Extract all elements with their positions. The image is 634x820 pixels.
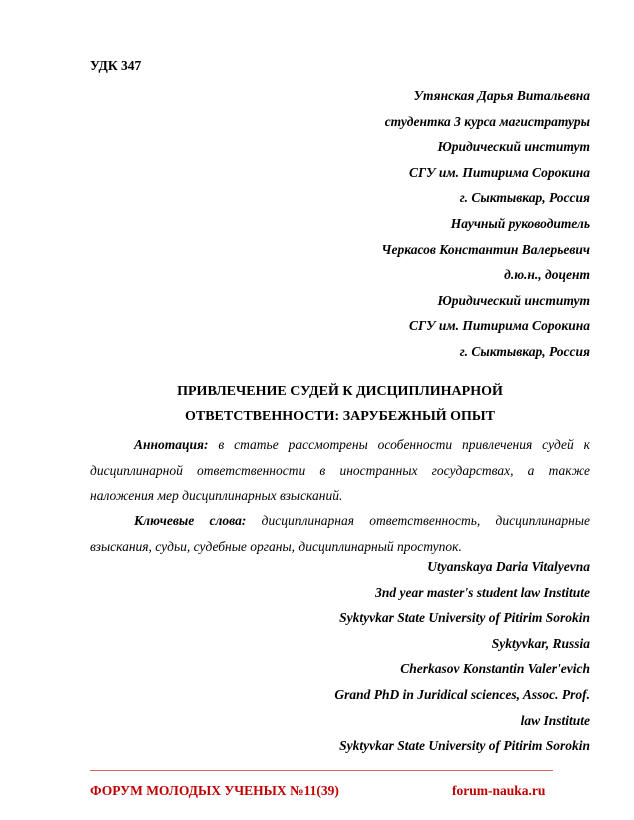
supervisor-degree: д.ю.н., доцент <box>504 267 590 283</box>
keywords <box>90 508 590 559</box>
supervisor-name: Черкасов Константин Валерьевич <box>381 241 590 257</box>
author-info-english <box>334 554 590 759</box>
abstract-text: в статье рассмотрены особенности привлечения судей к дисциплинарной ответственности в иностранных государствах, а также наложения мер дисциплинарных взысканий. <box>90 437 590 504</box>
supervisor-name-en: Cherkasov Konstantin Valer'evich <box>400 661 590 677</box>
author-name: Утянская Дарья Витальевна <box>413 88 590 103</box>
author-city: г. Сыктывкар, Россия <box>459 190 590 206</box>
supervisor-institute-en: law Institute <box>520 712 590 728</box>
supervisor-institute: Юридический институт <box>437 292 590 308</box>
author-status-en: 3nd year master's student law Institute <box>375 584 590 600</box>
article-title-line: ОТВЕТСТВЕННОСТИ: ЗАРУБЕЖНЫЙ ОПЫТ <box>184 409 495 424</box>
supervisor-label: Научный руководитель <box>450 215 590 231</box>
keywords-label: Ключевые слова: <box>134 513 247 528</box>
footer-journal: ФОРУМ МОЛОДЫХ УЧЕНЫХ №11(39) <box>90 783 339 798</box>
author-status: студентка 3 курса магистратуры <box>384 113 590 129</box>
footer-divider <box>90 770 553 771</box>
udk-code: УДК 347 <box>90 58 142 73</box>
supervisor-university-en: Syktyvkar State University of Pitirim Sorokin <box>339 738 590 754</box>
author-university: СГУ им. Питирима Сорокина <box>408 164 590 180</box>
author-info-russian <box>381 83 590 365</box>
author-institute: Юридический институт <box>437 139 590 155</box>
supervisor-university: СГУ им. Питирима Сорокина <box>408 318 590 334</box>
article-title <box>90 379 590 429</box>
keywords-text: дисциплинарная ответственность, дисциплинарные взыскания, судьи, судебные органы, дисциплинарный проступок. <box>90 513 590 554</box>
supervisor-degree-en: Grand PhD in Juridical sciences, Assoc. Prof. <box>334 686 590 702</box>
author-university-en: Syktyvkar State University of Pitirim Sorokin <box>339 610 590 626</box>
abstract-label: Аннотация: <box>134 437 209 452</box>
footer-site-link[interactable]: forum-nauka.ru <box>452 783 546 798</box>
author-city-en: Syktyvkar, Russia <box>491 635 590 651</box>
supervisor-city: г. Сыктывкар, Россия <box>459 343 590 359</box>
author-name-en: Utyanskaya Daria Vitalyevna <box>427 559 590 574</box>
article-title-line: ПРИВЛЕЧЕНИЕ СУДЕЙ К ДИСЦИПЛИНАРНОЙ <box>177 384 503 399</box>
abstract <box>90 432 590 509</box>
